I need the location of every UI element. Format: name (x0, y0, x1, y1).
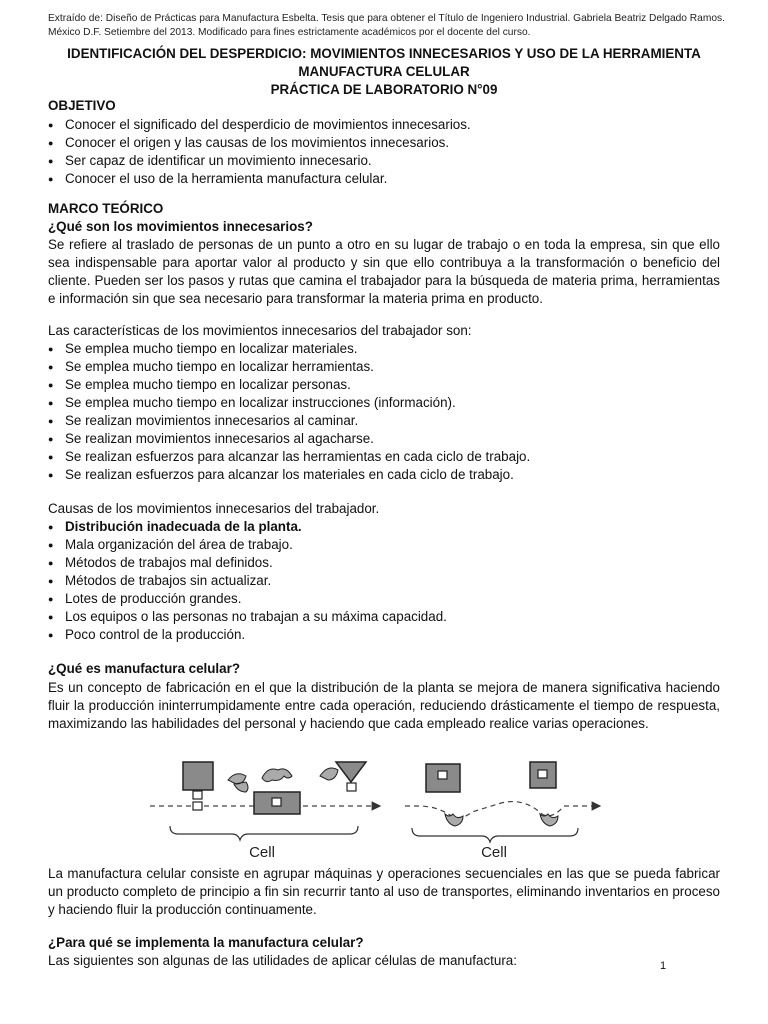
right-cell-diagram (405, 762, 600, 842)
list-item: ● Se emplea mucho tiempo en localizar materiales. (48, 340, 728, 358)
list-item: ● Se realizan esfuerzos para alcanzar las herramientas en cada ciclo de trabajo. (48, 448, 728, 466)
objetivo-heading: OBJETIVO (48, 98, 116, 113)
worker-icon (320, 768, 338, 780)
list-item: ● Ser capaz de identificar un movimiento innecesario. (48, 152, 728, 170)
list-item: ● Mala organización del área de trabajo. (48, 536, 728, 554)
document-title-line3: PRÁCTICA DE LABORATORIO N°09 (270, 82, 498, 97)
list-item: ● Se realizan movimientos innecesarios al agacharse. (48, 430, 728, 448)
list-item: ● Se realizan esfuerzos para alcanzar los materiales en cada ciclo de trabajo. (48, 466, 728, 484)
list-item: ● Conocer el uso de la herramienta manufactura celular. (48, 170, 728, 188)
list-item: ● Métodos de trabajos mal definidos. (48, 554, 728, 572)
question-heading: ¿Qué son los movimientos innecesarios? (48, 219, 313, 234)
page-number: 1 (660, 960, 667, 972)
paragraph: Es un concepto de fabricación en el que la distribución de la planta se mejora de manera significativa haciendo fluir la producción ininterrumpidamente entre cada operación, reduciendo drásticamente el tiempo de respuesta, maximizando las habilidades del personal y haciendo que cada empleado realice varias operaciones. (48, 680, 720, 731)
paragraph: La manufactura celular consiste en agrupar máquinas y operaciones secuenciales en las que se pueda fabricar un producto completo de principio a fin sin recurrir tanto al uso de transportes, eliminando inventarios en proceso y haciendo fluir la producción continuamente. (48, 866, 720, 917)
paragraph: Se refiere al traslado de personas de un punto a otro en su lugar de trabajo o en toda la empresa, sin que ello sea indispensable para aportar valor al producto y sin que ello contribuya a la transformación o beneficio del cliente. Pueden ser los pasos y rutas que camina el trabajador para la búsqueda de materia prima, herramientas e información sin que sea necesario para transformar la materia prima en producto. (48, 237, 720, 306)
paragraph: Las características de los movimientos innecesarios del trabajador son: (48, 323, 472, 338)
document-title-line2: MANUFACTURA CELULAR (298, 64, 470, 79)
list-item: ● Se realizan movimientos innecesarios al caminar. (48, 412, 728, 430)
worker-icon (262, 769, 292, 782)
worker-icon (228, 774, 248, 792)
paragraph: Las siguientes son algunas de las utilidades de aplicar células de manufactura: (48, 953, 517, 968)
causas-list (48, 518, 728, 644)
worker-icon (540, 814, 558, 826)
hopper-icon (336, 762, 366, 782)
paragraph: Causas de los movimientos innecesarios del trabajador. (48, 501, 380, 516)
list-item: ● Distribución inadecuada de la planta. (48, 518, 728, 536)
list-item: ● Conocer el origen y las causas de los movimientos innecesarios. (48, 134, 728, 152)
marco-heading: MARCO TEÓRICO (48, 201, 164, 216)
worker-icon (445, 814, 463, 826)
question-heading: ¿Qué es manufactura celular? (48, 661, 240, 676)
list-item: ● Se emplea mucho tiempo en localizar herramientas. (48, 358, 728, 376)
list-item: ● Poco control de la producción. (48, 626, 728, 644)
list-item: ● Métodos de trabajos sin actualizar. (48, 572, 728, 590)
list-item: ● Se emplea mucho tiempo en localizar instrucciones (información). (48, 394, 728, 412)
cell-brace (412, 828, 578, 842)
list-item: ● Los equipos o las personas no trabajan a su máxima capacidad. (48, 608, 728, 626)
cell-label-left: Cell (249, 844, 275, 861)
cell-label-right: Cell (481, 844, 507, 861)
question-heading: ¿Para qué se implementa la manufactura celular? (48, 935, 364, 950)
list-item: ● Lotes de producción grandes. (48, 590, 728, 608)
cell-brace (170, 826, 358, 840)
caracteristicas-list (48, 340, 728, 484)
document-title-line1: IDENTIFICACIÓN DEL DESPERDICIO: MOVIMIENTOS INNECESARIOS Y USO DE LA HERRAMIENTA (67, 46, 701, 61)
source-note: Extraído de: Diseño de Prácticas para Manufactura Esbelta. Tesis que para obtener el Título de Ingeniero Industrial. Gabriela Beatriz Delgado Ramos. México D.F. Setiembre del 2013. Modificado para fines estrictamente académicos por el docente del curso. (48, 13, 725, 38)
left-cell-diagram (150, 762, 380, 840)
cell-manufacturing-diagram (150, 756, 620, 866)
machine-icon (183, 762, 213, 790)
objetivo-list (48, 116, 728, 188)
list-item: ● Se emplea mucho tiempo en localizar personas. (48, 376, 728, 394)
list-item: ● Conocer el significado del desperdicio de movimientos innecesarios. (48, 116, 728, 134)
